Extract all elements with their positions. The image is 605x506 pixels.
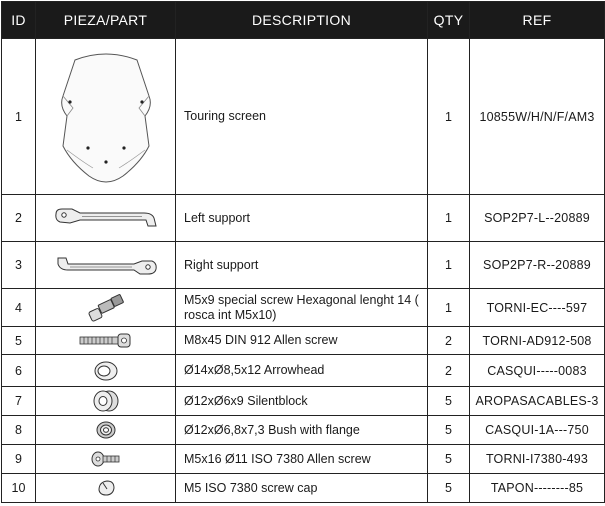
row-description: M5x16 Ø11 ISO 7380 Allen screw <box>176 445 428 474</box>
row-ref: AROPASACABLES-3 <box>470 387 605 416</box>
row-qty: 5 <box>428 474 470 503</box>
row-ref: 10855W/H/N/F/AM3 <box>470 39 605 195</box>
table-row <box>2 39 605 195</box>
row-id: 2 <box>2 195 36 242</box>
flange-bush-icon <box>93 419 119 441</box>
row-qty: 1 <box>428 39 470 195</box>
screw-cap-icon <box>95 478 117 498</box>
row-qty: 1 <box>428 289 470 327</box>
row-qty: 5 <box>428 416 470 445</box>
table-row <box>2 474 605 503</box>
part-image <box>36 474 176 503</box>
part-image <box>36 242 176 289</box>
part-image <box>36 355 176 387</box>
parts-table <box>1 1 605 503</box>
row-id: 7 <box>2 387 36 416</box>
special-screw-icon <box>84 293 128 323</box>
row-id: 1 <box>2 39 36 195</box>
allen-screw-short-icon <box>90 449 122 469</box>
table-row <box>2 416 605 445</box>
part-image <box>36 416 176 445</box>
part-image <box>36 195 176 242</box>
table-row <box>2 445 605 474</box>
part-image <box>36 39 176 195</box>
row-description: M5x9 special screw Hexagonal lenght 14 ( rosca int M5x10) <box>176 289 428 327</box>
row-id: 8 <box>2 416 36 445</box>
row-description: Left support <box>176 195 428 242</box>
header-id: ID <box>2 2 36 39</box>
row-id: 10 <box>2 474 36 503</box>
header-qty: QTY <box>428 2 470 39</box>
row-qty: 5 <box>428 387 470 416</box>
table-row <box>2 289 605 327</box>
arrowhead-icon <box>91 359 121 383</box>
table-row <box>2 242 605 289</box>
row-description: Ø12xØ6,8x7,3 Bush with flange <box>176 416 428 445</box>
header-part: PIEZA/PART <box>36 2 176 39</box>
allen-screw-long-icon <box>78 332 134 350</box>
row-description: M8x45 DIN 912 Allen screw <box>176 327 428 355</box>
row-description: Touring screen <box>176 39 428 195</box>
part-image <box>36 445 176 474</box>
row-ref: CASQUI-----0083 <box>470 355 605 387</box>
right-support-icon <box>52 252 160 278</box>
row-description: Ø12xØ6x9 Silentblock <box>176 387 428 416</box>
row-ref: TAPON--------85 <box>470 474 605 503</box>
row-description: Right support <box>176 242 428 289</box>
header-ref: REF <box>470 2 605 39</box>
row-ref: SOP2P7-L--20889 <box>470 195 605 242</box>
row-ref: CASQUI-1A---750 <box>470 416 605 445</box>
header-row <box>2 2 605 39</box>
row-ref: SOP2P7-R--20889 <box>470 242 605 289</box>
row-id: 9 <box>2 445 36 474</box>
row-id: 6 <box>2 355 36 387</box>
row-ref: TORNI-I7380-493 <box>470 445 605 474</box>
row-id: 3 <box>2 242 36 289</box>
table-row <box>2 355 605 387</box>
row-id: 5 <box>2 327 36 355</box>
row-qty: 2 <box>428 355 470 387</box>
table-row <box>2 327 605 355</box>
row-description: Ø14xØ8,5x12 Arrowhead <box>176 355 428 387</box>
touring-screen-icon <box>53 50 159 184</box>
row-qty: 1 <box>428 242 470 289</box>
left-support-icon <box>52 206 160 230</box>
part-image <box>36 387 176 416</box>
row-description: M5 ISO 7380 screw cap <box>176 474 428 503</box>
part-image <box>36 327 176 355</box>
row-ref: TORNI-EC----597 <box>470 289 605 327</box>
table-row <box>2 195 605 242</box>
part-image <box>36 289 176 327</box>
row-id: 4 <box>2 289 36 327</box>
row-qty: 2 <box>428 327 470 355</box>
row-qty: 1 <box>428 195 470 242</box>
silentblock-icon <box>91 388 121 414</box>
table-row <box>2 387 605 416</box>
row-ref: TORNI-AD912-508 <box>470 327 605 355</box>
row-qty: 5 <box>428 445 470 474</box>
header-description: DESCRIPTION <box>176 2 428 39</box>
